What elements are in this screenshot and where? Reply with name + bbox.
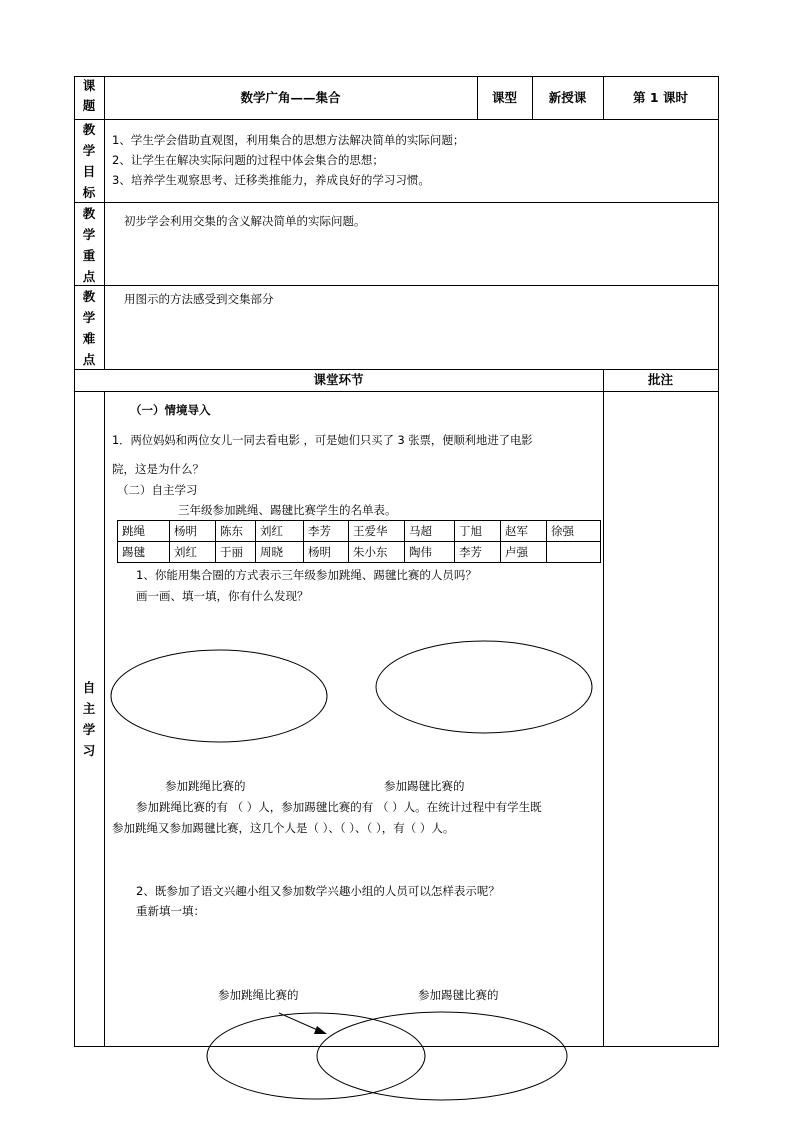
table-cell: 踢毽	[118, 542, 170, 563]
table-cell: 刘红	[256, 521, 304, 542]
lesson-title: 数学广角——集合	[240, 90, 341, 105]
part2-title: （二）自主学习	[117, 483, 198, 497]
self-study-label: 自主学习	[82, 680, 96, 758]
table-cell: 跳绳	[118, 521, 170, 542]
table-caption: 三年级参加跳绳、踢毽比赛学生的名单表。	[178, 503, 397, 517]
table-cell: 陈东	[216, 521, 256, 542]
part1-line2: 院，这是为什么？	[112, 462, 204, 476]
part1-line1: 1．两位妈妈和两位女儿一同去看电影 ，可是她们只买了 3 张票，便顺利地进了电影	[112, 434, 533, 447]
key-points-text: 初步学会利用交集的含义解决简单的实际问题。	[124, 214, 366, 228]
table-cell: 马超	[405, 521, 455, 542]
key-points-label: 教学重点	[82, 206, 96, 284]
difficulties-text: 用图示的方法感受到交集部分	[124, 292, 274, 306]
table-cell: 杨明	[304, 542, 349, 563]
lesson-type-value: 新授课	[548, 90, 587, 105]
objective-item: 1、学生学会借助直观图，利用集合的思想方法解决简单的实际问题；	[112, 133, 465, 147]
table-cell: 陶伟	[405, 542, 455, 563]
table-cell: 王爱华	[349, 521, 405, 542]
table-cell: 卢强	[501, 542, 547, 563]
difficulties-label: 教学难点	[82, 289, 96, 367]
table-cell: 徐强	[547, 521, 601, 542]
objectives-label: 教学目标	[82, 122, 96, 200]
shuttlecock-set-circle	[376, 641, 592, 733]
part1-title: （一）情境导入	[130, 403, 211, 417]
rope-jump-set-circle	[111, 650, 327, 742]
table-cell: 周晓	[256, 542, 304, 563]
table-cell: 李芳	[455, 542, 501, 563]
venn-left-circle	[207, 1013, 425, 1099]
table-cell: 刘红	[170, 542, 216, 563]
topic-label: 课题	[82, 78, 96, 113]
circle-label-rope-jump: 参加跳绳比赛的	[165, 779, 246, 793]
question2-line1: 2、既参加了语文兴趣小组又参加数学兴趣小组的人员可以怎样表示呢？	[136, 884, 500, 898]
objective-item: 3、培养学生观察思考、迁移类推能力，养成良好的学习习惯。	[112, 173, 430, 187]
table-cell: 李芳	[304, 521, 349, 542]
arrow-head-icon	[314, 1026, 327, 1034]
section-header-left: 课堂环节	[313, 372, 364, 387]
lesson-type-label: 课型	[491, 90, 517, 105]
fill-blank-line1: 参加跳绳比赛的有 （ ）人，参加踢毽比赛的有 （ ）人。在统计过程中有学生既	[136, 800, 542, 814]
venn-label-rope-jump: 参加跳绳比赛的	[218, 988, 299, 1002]
table-cell: 赵军	[501, 521, 547, 542]
venn-label-shuttlecock: 参加踢毽比赛的	[418, 988, 499, 1002]
table-cell: 于丽	[216, 542, 256, 563]
question1-line2: 画一画、填一填，你有什么发现？	[136, 589, 309, 603]
section-header-right: 批注	[647, 372, 673, 387]
table-cell: 杨明	[170, 521, 216, 542]
table-cell: 丁旭	[455, 521, 501, 542]
lesson-period: 第 1 课时	[633, 90, 688, 105]
fill-blank-line2: 参加跳绳又参加踢毽比赛，这几个人是（ ）、（ ）、（ ），有（ ）人。	[112, 821, 455, 835]
question2-line2: 重新填一填：	[136, 904, 205, 918]
objective-item: 2、让学生在解决实际问题的过程中体会集合的思想；	[112, 153, 384, 167]
question1-line1: 1、你能用集合圈的方式表示三年级参加跳绳、踢毽比赛的人员吗？	[136, 568, 477, 582]
venn-right-circle	[317, 1012, 567, 1100]
intersection-arrow	[279, 1013, 322, 1032]
table-cell: 朱小东	[349, 542, 405, 563]
circle-label-shuttlecock: 参加踢毽比赛的	[384, 779, 465, 793]
